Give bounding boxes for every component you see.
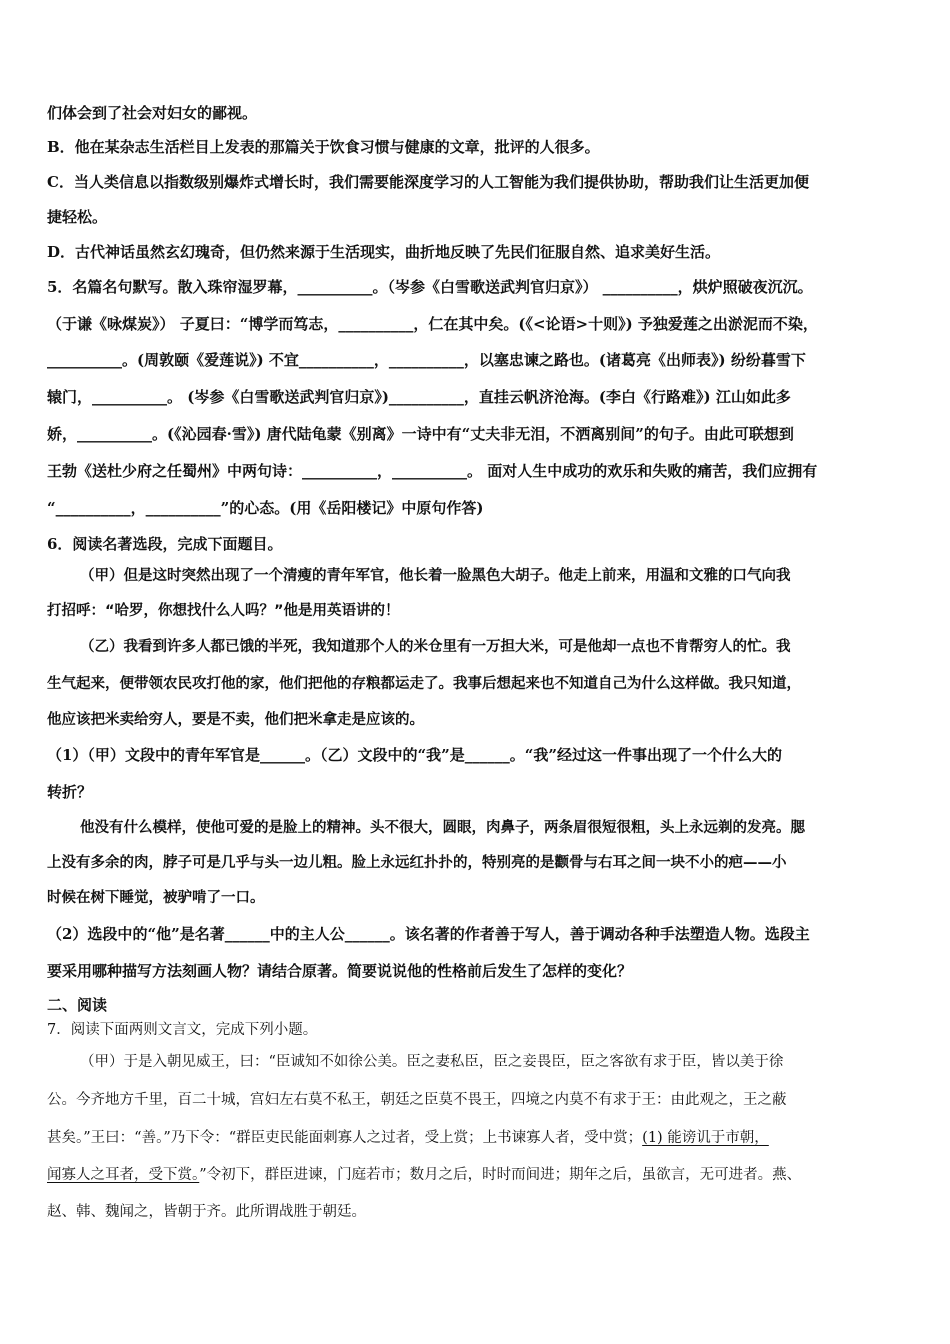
text-line: __________。(周敦颐《爱莲说》) 不宜__________，__________，以塞忠谏之路也。(诸葛亮《出师表》) 纷纷暮雪下: [47, 351, 806, 369]
excerpt-line: 时候在树下睡觉，被驴啃了一口。: [47, 890, 265, 906]
section-heading: 二、阅读: [47, 996, 108, 1014]
excerpt-line: 他应该把米卖给穷人，要是不卖，他们把米拿走是应该的。: [47, 712, 424, 728]
excerpt-line: 打招呼：“哈罗，你想找什么人吗？”他是用英语讲的！: [47, 603, 400, 619]
question-6: 6．阅读名著选段，完成下面题目。: [47, 535, 283, 553]
underlined-sentence-1-cont: 闻寡人之耳者，受下赏。: [47, 1167, 200, 1183]
classical-text-line: [47, 1128, 769, 1148]
text-line: 们体会到了社会对妇女的鄙视。: [47, 104, 258, 122]
excerpt-line: 上没有多余的肉，脖子可是几乎与头一边儿粗。脸上永远红扑扑的，特别亮的是颧骨与右耳之间一块不小的疤——小: [47, 855, 787, 871]
classical-text-line: 公。今齐地方千里，百二十城，宫妇左右莫不私王，朝廷之臣莫不畏王，四境之内莫不有求于王：由此观之，王之蔽: [47, 1092, 787, 1108]
excerpt-he: 他没有什么模样，使他可爱的是脸上的精神。头不很大，圆眼，肉鼻子，两条眉很短很粗，头上永远剃的发亮。腮: [80, 820, 805, 836]
excerpt-yi: （乙）我看到许多人都已饿的半死，我知道那个人的米仓里有一万担大米，可是他却一点也不肯帮穷人的忙。我: [80, 639, 791, 655]
text-line: 转折？: [47, 783, 93, 801]
sub-question-1: （1）（甲）文段中的青年军官是______。（乙）文段中的“我”是______。“我”经过这一件事出现了一个什么大的: [47, 746, 782, 764]
text-line: “__________，__________”的心态。(用《岳阳楼记》中原句作答): [47, 499, 484, 517]
text-line: 捷轻松。: [47, 208, 108, 226]
question-7: 7．阅读下面两则文言文，完成下列小题。: [47, 1022, 318, 1038]
excerpt-line: 生气起来，便带领农民攻打他的家，他们把他的存粮都运走了。我事后想起来也不知道自己为什么这样做。我只知道，: [47, 676, 801, 692]
classical-text-line: 赵、韩、魏闻之，皆朝于齐。此所谓战胜于朝廷。: [47, 1204, 366, 1220]
excerpt-jia: （甲）但是这时突然出现了一个清瘦的青年军官，他长着一脸黑色大胡子。他走上前来，用温和文雅的口气向我: [80, 568, 791, 584]
text-span: 甚矣。”王曰：“善。”乃下令：“群臣吏民能面刺寡人之过者，受上赏；上书谏寡人者，受中赏；: [47, 1130, 643, 1146]
underlined-sentence-1: (1) 能谤讥于市朝，: [642, 1130, 769, 1146]
classical-text-line: [47, 1165, 801, 1185]
text-line: 辕门，__________。 (岑参《白雪歌送武判官归京》)__________，直挂云帆济沧海。(李白《行路难》) 江山如此多: [47, 388, 791, 406]
sub-question-2: （2）选段中的“他”是名著______中的主人公______。该名著的作者善于写人，善于调动各种手法塑造人物。选段主: [47, 925, 810, 943]
option-d: D．古代神话虽然玄幻瑰奇，但仍然来源于生活现实，曲折地反映了先民们征服自然、追求美好生活。: [47, 243, 721, 261]
option-c: C．当人类信息以指数级别爆炸式增长时，我们需要能深度学习的人工智能为我们提供协助，帮助我们让生活更加便: [47, 173, 809, 191]
text-span: ”令初下，群臣进谏，门庭若市；数月之后，时时而间进；期年之后，虽欲言，无可进者。燕、: [199, 1167, 802, 1183]
question-5: 5．名篇名句默写。散入珠帘湿罗幕，__________。（岑参《白雪歌送武判官归京》） __________，烘炉照破夜沉沉。: [47, 278, 813, 296]
text-line: 娇，__________。(《沁园春·雪》) 唐代陆龟蒙《别离》一诗中有“丈夫非无泪，不洒离别间”的句子。由此可联想到: [47, 425, 794, 443]
text-line: 王勃《送杜少府之任蜀州》中两句诗：__________，__________。 面对人生中成功的欢乐和失败的痛苦，我们应拥有: [47, 462, 818, 480]
option-b: B．他在某杂志生活栏目上发表的那篇关于饮食习惯与健康的文章，批评的人很多。: [47, 138, 600, 156]
text-line: 要采用哪种描写方法刻画人物？请结合原著。简要说说他的性格前后发生了怎样的变化？: [47, 962, 633, 980]
classical-text-jia: （甲）于是入朝见威王，曰：“臣诚知不如徐公美。臣之妻私臣，臣之妾畏臣，臣之客欲有求于臣，皆以美于徐: [80, 1054, 784, 1070]
text-line: （于谦《咏煤炭》） 子夏曰：“博学而笃志，__________，仁在其中矣。(《<论语>十则》) 予独爱莲之出淤泥而不染，: [47, 315, 818, 333]
